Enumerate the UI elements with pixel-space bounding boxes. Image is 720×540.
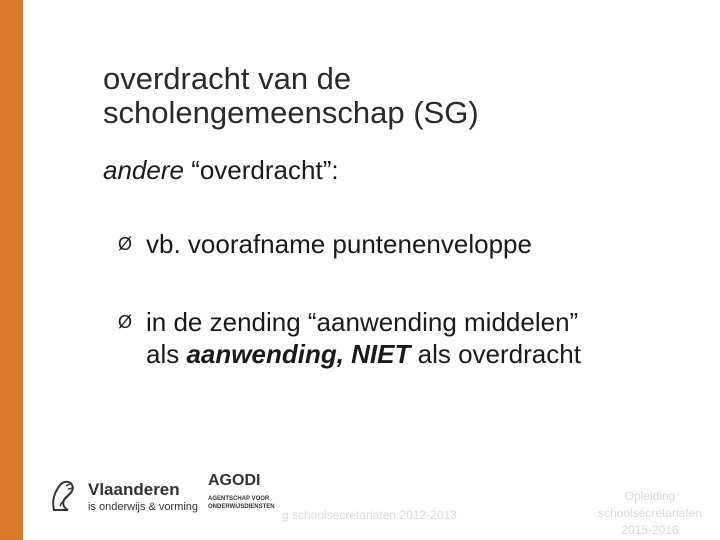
bullet-2-bold: aanwending, NIET <box>186 339 411 369</box>
agodi-subtitle <box>208 495 275 511</box>
bullet-2-post: als overdracht <box>410 339 581 369</box>
vlaanderen-logo <box>48 472 198 522</box>
title-line-2: scholengemeenschap (SG) <box>103 95 479 130</box>
bullet-1-text: vb. voorafname puntenenveloppe <box>146 229 532 259</box>
subtitle <box>103 155 339 185</box>
lion-icon <box>48 476 80 516</box>
footer-center-text: g schoolsecretariaten 2012-2013 <box>282 508 457 522</box>
footer-right-text <box>580 488 720 539</box>
bullet-2-pre: als <box>146 339 187 369</box>
footer-right-line-1: Opleiding <box>624 489 676 503</box>
bullet-2 <box>118 306 581 370</box>
title-line-1: overdracht van de <box>103 61 352 96</box>
accent-bar <box>0 0 23 540</box>
bullet-2-line-1: in de zending “aanwending middelen” <box>146 307 579 337</box>
agodi-subtitle-line-2: ONDERWIJSDIENSTEN <box>208 504 275 510</box>
footer-right-line-3: 2015-2016 <box>621 523 679 537</box>
bullet-2-line-2 <box>118 338 581 370</box>
subtitle-italic: andere <box>103 155 184 185</box>
arrow-bullet-icon: Ø <box>118 312 133 332</box>
bullet-1 <box>118 228 532 260</box>
footer-right-line-2: schoolsecretariaten <box>597 506 703 520</box>
vlaanderen-tagline: is onderwijs & vorming <box>88 501 199 513</box>
agodi-name: AGODI <box>208 472 261 489</box>
subtitle-rest: “overdracht”: <box>183 155 339 185</box>
slide-title <box>103 62 479 130</box>
arrow-bullet-icon: Ø <box>118 234 133 254</box>
agodi-subtitle-line-1: AGENTSCHAP VOOR <box>208 496 270 502</box>
vlaanderen-name: Vlaanderen <box>88 480 180 499</box>
